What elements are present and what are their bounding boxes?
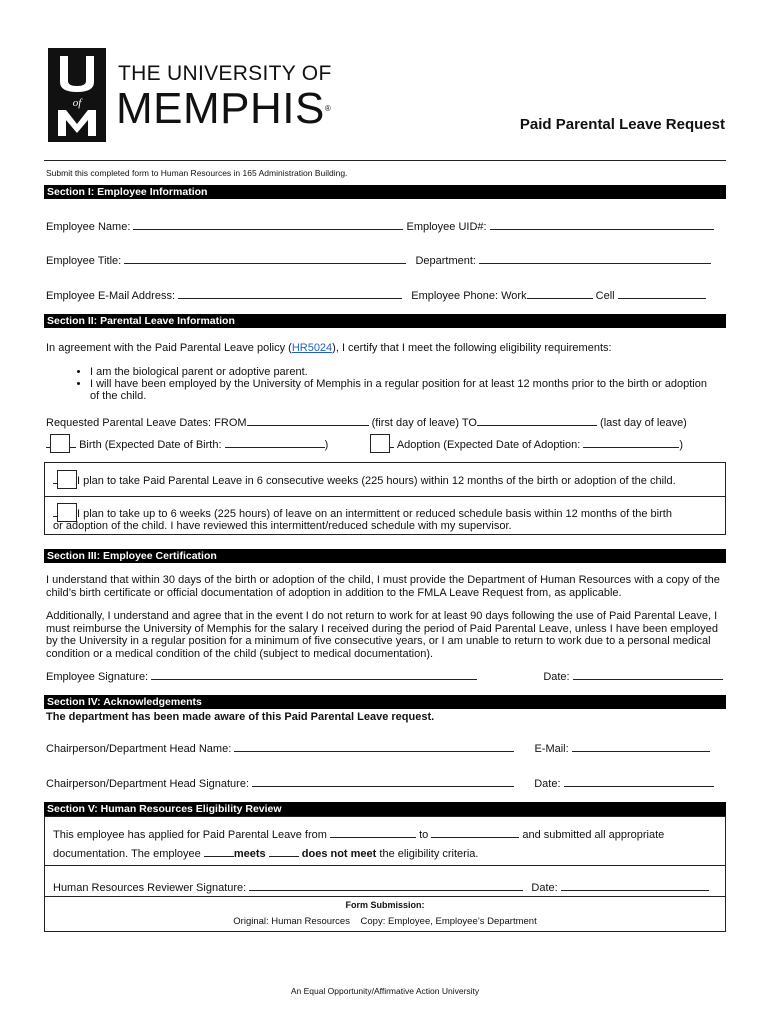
eligibility-item: • I am the biological parent or adoptive parent. <box>90 366 710 378</box>
head-name-label: Chairperson/Department Head Name: <box>46 743 232 755</box>
logo-text-line1: THE UNIVERSITY OF <box>118 62 332 85</box>
header-divider <box>44 160 726 161</box>
leave-dates-row <box>46 414 724 429</box>
section5-heading: Section V: Human Resources Eligibility Review <box>44 802 726 816</box>
department-head-signature-row <box>46 775 724 790</box>
hr-reviewer-row <box>53 879 709 894</box>
option-intermittent-text-1: I plan to take up to 6 weeks (225 hours) of leave on an intermittent or reduced schedule basis within 12 months of the birth <box>77 508 672 520</box>
svg-text:of: of <box>72 97 82 109</box>
email-label: Employee E-Mail Address: <box>46 290 175 302</box>
submission-instructions: Submit this completed form to Human Resources in 165 Administration Building. <box>46 168 348 178</box>
hr-from-date-field[interactable] <box>330 826 416 838</box>
section2-heading: Section II: Parental Leave Information <box>44 314 726 328</box>
adoption-date-field[interactable] <box>583 436 679 448</box>
reviewer-signature-field[interactable] <box>249 879 523 891</box>
hr-review-box <box>44 816 726 932</box>
hr-review-line2 <box>53 845 478 860</box>
work-phone-label: Employee Phone: Work <box>411 290 527 302</box>
dates-from-label: Requested Parental Leave Dates: FROM <box>46 417 247 429</box>
birth-close: ) <box>324 439 329 451</box>
employee-uid-label: Employee UID#: <box>406 221 487 233</box>
birth-adoption-row <box>46 434 724 453</box>
options-divider <box>45 496 725 497</box>
department-field[interactable] <box>479 252 711 264</box>
applied-from-label: This employee has applied for Paid Parental Leave from <box>53 829 327 841</box>
uofm-monogram-icon <box>48 48 106 142</box>
adoption-close: ) <box>679 439 684 451</box>
acknowledgement-statement: The department has been made aware of this Paid Parental Leave request. <box>46 711 435 723</box>
option-intermittent-text-2: or adoption of the child. I have reviewed this intermittent/reduced schedule with my supervisor. <box>53 520 512 532</box>
employee-signature-row <box>46 668 724 683</box>
hr-to-date-field[interactable] <box>431 826 519 838</box>
submitted-label: and submitted all appropriate <box>522 829 665 841</box>
does-not-meet-label: does not meet <box>301 848 377 860</box>
eligibility-list <box>46 366 710 402</box>
department-head-name-row <box>46 740 724 755</box>
certification-paragraph-2: Additionally, I understand and agree that in the event I do not return to work for at least 90 days following the use of Paid Parental Leave, I must reimburse the University of Memphis for the salary I received during the period of Paid Parental Leave, unless I have been employed by the University in a regular position for a minimum of five consecutive years, or I am unable to return to work due to a personal medical condition or a medical condition of the child (subject to medical documentation). <box>46 610 718 660</box>
cell-label: Cell <box>595 290 615 302</box>
last-day-label: (last day of leave) <box>600 417 687 429</box>
form-submission-title: Form Submission: <box>345 900 425 910</box>
meets-label: meets <box>233 848 266 860</box>
section3-heading: Section III: Employee Certification <box>44 549 726 563</box>
employee-signature-label: Employee Signature: <box>46 671 149 683</box>
employee-name-row <box>46 218 724 233</box>
head-name-field[interactable] <box>234 740 514 752</box>
university-logo <box>48 48 332 144</box>
employee-date-field[interactable] <box>573 668 723 680</box>
employee-uid-field[interactable] <box>490 218 714 230</box>
employee-contact-row <box>46 287 724 302</box>
leave-options-box <box>44 462 726 535</box>
head-signature-label: Chairperson/Department Head Signature: <box>46 778 250 790</box>
logo-text-line2: MEMPHIS® <box>116 84 332 133</box>
consecutive-checkbox[interactable] <box>57 470 77 489</box>
birth-checkbox[interactable] <box>50 434 70 453</box>
head-email-label: E-Mail: <box>534 743 569 755</box>
hr-review-line1 <box>53 826 664 841</box>
birth-label: Birth (Expected Date of Birth: <box>79 439 222 451</box>
leave-from-field[interactable] <box>247 414 369 426</box>
section4-heading: Section IV: Acknowledgements <box>44 695 726 709</box>
hr-divider-2 <box>45 896 725 897</box>
employee-title-label: Employee Title: <box>46 255 122 267</box>
employee-date-label: Date: <box>543 671 570 683</box>
email-field[interactable] <box>178 287 402 299</box>
birth-date-field[interactable] <box>225 436 325 448</box>
policy-text-after: ), I certify that I meet the following eligibility requirements: <box>332 342 612 354</box>
applied-to-label: to <box>419 829 429 841</box>
head-date-label: Date: <box>534 778 561 790</box>
does-not-meet-field[interactable] <box>269 845 299 857</box>
policy-statement <box>46 342 724 354</box>
employee-signature-field[interactable] <box>151 668 477 680</box>
head-email-field[interactable] <box>572 740 710 752</box>
policy-link[interactable]: HR5024 <box>291 342 333 354</box>
employee-title-field[interactable] <box>124 252 406 264</box>
department-label: Department: <box>415 255 476 267</box>
employee-meets-label: documentation. The employee <box>53 848 201 860</box>
reviewer-signature-label: Human Resources Reviewer Signature: <box>53 882 247 894</box>
option-consecutive-text: I plan to take Paid Parental Leave in 6 consecutive weeks (225 hours) within 12 months of the birth or adoption of the child. <box>77 475 676 487</box>
adoption-checkbox[interactable] <box>370 434 390 453</box>
first-day-label: (first day of leave) TO <box>371 417 477 429</box>
page-title: Paid Parental Leave Request <box>519 116 725 133</box>
adoption-label: Adoption (Expected Date of Adoption: <box>396 439 581 451</box>
eligibility-item: • I will have been employed by the University of Memphis in a regular position for at least 12 months prior to the birth or adoption of the child. <box>90 378 710 402</box>
employee-name-label: Employee Name: <box>46 221 131 233</box>
employee-title-row <box>46 252 724 267</box>
reviewer-date-label: Date: <box>531 882 558 894</box>
footer-text: An Equal Opportunity/Affirmative Action University <box>290 986 480 996</box>
policy-text-before: In agreement with the Paid Parental Leave policy ( <box>46 342 292 354</box>
certification-paragraph-1: I understand that within 30 days of the birth or adoption of the child, I must provide the Department of Human Resources with a copy of the child’s birth certificate or official documentation of adoption in addition to the FMLA Leave Request from, as applicable. <box>46 574 720 599</box>
work-phone-field[interactable] <box>527 287 593 299</box>
option-intermittent <box>53 503 719 532</box>
meets-field[interactable] <box>204 845 234 857</box>
employee-name-field[interactable] <box>133 218 403 230</box>
eligibility-criteria-label: the eligibility criteria. <box>379 848 479 860</box>
cell-field[interactable] <box>618 287 706 299</box>
section1-heading: Section I: Employee Information <box>44 185 726 199</box>
head-date-field[interactable] <box>564 775 714 787</box>
leave-to-field[interactable] <box>477 414 597 426</box>
hr-divider-1 <box>45 865 725 866</box>
option-consecutive <box>53 470 676 489</box>
form-submission-text: Original: Human Resources Copy: Employee, Employee’s Department <box>233 916 537 927</box>
reviewer-date-field[interactable] <box>561 879 709 891</box>
head-signature-field[interactable] <box>252 775 514 787</box>
